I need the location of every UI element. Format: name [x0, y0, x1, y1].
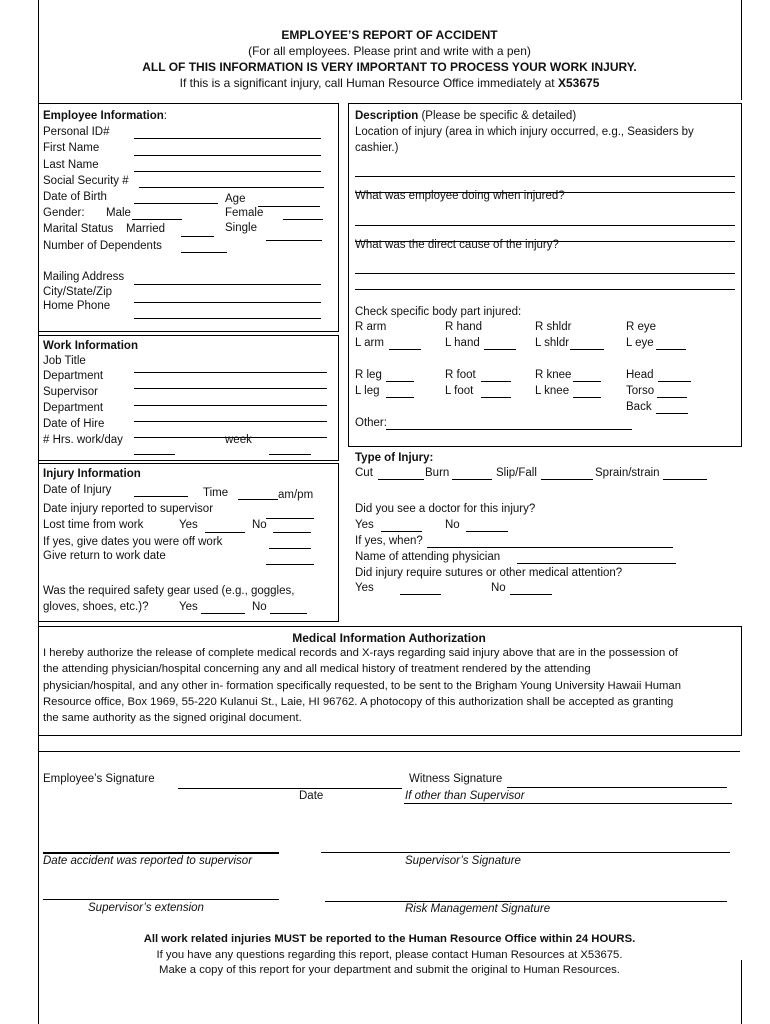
- l-leg-label: L leg: [355, 385, 380, 397]
- sutures-label: Did injury require sutures or other medical attention?: [355, 567, 623, 579]
- supervisor-field[interactable]: [134, 405, 327, 406]
- burn-label: Burn: [425, 467, 450, 479]
- home-phone-label: Home Phone: [43, 300, 111, 312]
- return-field[interactable]: [266, 564, 314, 565]
- lost-yes-label: Yes: [179, 519, 198, 531]
- employee-heading-colon: :: [163, 110, 167, 122]
- cause-field-2[interactable]: [355, 289, 735, 290]
- reported-label: Date injury reported to supervisor: [43, 503, 214, 515]
- age-field[interactable]: [258, 206, 320, 207]
- supervisor-extension-label: Supervisor’s extension: [88, 902, 204, 914]
- male-label: Male: [106, 207, 131, 219]
- burn-field[interactable]: [452, 479, 492, 480]
- risk-management-field[interactable]: [325, 901, 727, 902]
- safety-label-2: gloves, shoes, etc.)?: [43, 601, 149, 613]
- sprain-field[interactable]: [663, 479, 707, 480]
- signature-section-top: [38, 751, 740, 752]
- risk-management-label: Risk Management Signature: [405, 903, 551, 915]
- location-label-1: Location of injury (area in which injury occurred, e.g., Seasiders by: [355, 126, 694, 138]
- description-heading-note: (Please be specific & detailed): [418, 110, 577, 122]
- ampm-label: am/pm: [278, 489, 314, 501]
- ssn-field[interactable]: [139, 187, 324, 188]
- marital-label: Marital Status: [43, 223, 114, 235]
- sutures-no-label: No: [491, 582, 506, 594]
- female-field[interactable]: [283, 219, 323, 220]
- mailing-field[interactable]: [134, 284, 321, 285]
- doctor-yes-field[interactable]: [381, 531, 422, 532]
- physician-label: Name of attending physician: [355, 551, 501, 563]
- doctor-no-label: No: [445, 519, 460, 531]
- employee-signature-label: Employee’s Signature: [43, 773, 155, 785]
- personal-id-field[interactable]: [134, 138, 321, 139]
- lost-no-field[interactable]: [273, 532, 311, 533]
- dependents-label: Number of Dependents: [43, 240, 162, 252]
- mailing-label: Mailing Address: [43, 271, 125, 283]
- l-leg-field[interactable]: [386, 397, 414, 398]
- r-knee-field[interactable]: [573, 381, 601, 382]
- date-injury-label: Date of Injury: [43, 484, 112, 496]
- cut-label: Cut: [355, 467, 373, 479]
- medical-line-3: physician/hospital, and any other in- formation specifically requested, to be sent to the Brigham Young University Hawaii Human: [43, 680, 681, 692]
- sprain-label: Sprain/strain: [595, 467, 660, 479]
- doctor-no-field[interactable]: [466, 531, 508, 532]
- witness-signature-field[interactable]: [507, 787, 727, 788]
- r-foot-field[interactable]: [481, 381, 511, 382]
- department-label: Department: [43, 370, 104, 382]
- work-info-heading: Work Information: [43, 340, 138, 352]
- cause-label: What was the direct cause of the injury?: [355, 239, 559, 251]
- dob-label: Date of Birth: [43, 191, 107, 203]
- hrs-label: # Hrs. work/day: [43, 434, 123, 446]
- physician-field[interactable]: [517, 563, 676, 564]
- injury-info-heading: Injury Information: [43, 468, 141, 480]
- age-label: Age: [225, 193, 246, 205]
- when-label: If yes, when?: [355, 535, 423, 547]
- doing-label: What was employee doing when injured?: [355, 190, 565, 202]
- safety-no-label: No: [252, 601, 267, 613]
- first-name-label: First Name: [43, 142, 100, 154]
- dates-off-field[interactable]: [269, 548, 311, 549]
- torso-label: Torso: [626, 385, 655, 397]
- when-field[interactable]: [427, 547, 673, 548]
- male-field[interactable]: [132, 219, 182, 220]
- dependents-field[interactable]: [181, 252, 227, 253]
- date-reported-field[interactable]: [43, 852, 279, 854]
- form-title: EMPLOYEE’S REPORT OF ACCIDENT: [281, 28, 498, 42]
- doctor-yes-label: Yes: [355, 519, 374, 531]
- cause-field-1[interactable]: [355, 273, 735, 274]
- sutures-yes-label: Yes: [355, 582, 374, 594]
- time-label: Time: [203, 487, 229, 499]
- r-shldr-label: R shldr: [535, 321, 572, 333]
- l-knee-label: L knee: [535, 385, 570, 397]
- description-heading: [355, 110, 576, 122]
- torso-field[interactable]: [657, 397, 687, 398]
- form-subtitle: (For all employees. Please print and write with a pen): [248, 44, 531, 58]
- single-label: Single: [225, 222, 257, 234]
- department2-field[interactable]: [134, 421, 327, 422]
- location-field-1[interactable]: [355, 176, 735, 177]
- department-field[interactable]: [134, 388, 327, 389]
- footer-line-2: If you have any questions regarding this report, please contact Human Resources at X53675.: [156, 949, 623, 961]
- shldr-field[interactable]: [570, 349, 604, 350]
- hr-phone: X53675: [558, 76, 600, 90]
- supervisor-signature-field[interactable]: [321, 852, 730, 853]
- dob-field[interactable]: [134, 203, 218, 204]
- r-eye-label: R eye: [626, 321, 657, 333]
- safety-yes-label: Yes: [179, 601, 198, 613]
- safety-no-field[interactable]: [270, 613, 307, 614]
- other-field[interactable]: [386, 429, 632, 430]
- witness-signature-label: Witness Signature: [409, 773, 503, 785]
- l-shldr-label: L shldr: [535, 337, 570, 349]
- r-knee-label: R knee: [535, 369, 572, 381]
- home-phone-field[interactable]: [134, 318, 321, 319]
- job-title-field[interactable]: [134, 372, 327, 373]
- page-border-right-bottom: [741, 960, 742, 1024]
- description-heading-text: Description: [355, 110, 419, 122]
- slip-label: Slip/Fall: [496, 467, 537, 479]
- married-label: Married: [126, 223, 165, 235]
- body-part-label: Check specific body part injured:: [355, 306, 522, 318]
- return-label: Give return to work date: [43, 550, 166, 562]
- sutures-no-field[interactable]: [510, 594, 552, 595]
- head-field[interactable]: [658, 381, 691, 382]
- supervisor-signature-label: Supervisor’s Signature: [405, 855, 521, 867]
- significant-text: If this is a significant injury, call Human Resource Office immediately at: [179, 76, 555, 90]
- form-important: ALL OF THIS INFORMATION IS VERY IMPORTANT TO PROCESS YOUR WORK INJURY.: [142, 60, 637, 74]
- first-name-field[interactable]: [134, 155, 321, 156]
- r-leg-label: R leg: [355, 369, 382, 381]
- job-title-label: Job Title: [43, 355, 86, 367]
- employee-heading-text: Employee Information: [43, 110, 164, 122]
- eye-field[interactable]: [656, 349, 686, 350]
- married-field[interactable]: [181, 236, 214, 237]
- r-foot-label: R foot: [445, 369, 476, 381]
- r-hand-label: R hand: [445, 321, 483, 333]
- personal-id-label: Personal ID#: [43, 126, 110, 138]
- supervisor-label: Supervisor: [43, 386, 98, 398]
- head-label: Head: [626, 369, 654, 381]
- date-reported-label: Date accident was reported to supervisor: [43, 855, 253, 867]
- lost-no-label: No: [252, 519, 267, 531]
- back-field[interactable]: [656, 413, 688, 414]
- medical-heading: Medical Information Authorization: [292, 631, 486, 645]
- l-arm-label: L arm: [355, 337, 384, 349]
- medical-line-5: the same authority as the signed original document.: [43, 712, 302, 724]
- gender-label: Gender:: [43, 207, 85, 219]
- date-label: Date: [299, 790, 324, 802]
- date-injury-field[interactable]: [134, 496, 188, 497]
- r-leg-field[interactable]: [386, 381, 414, 382]
- medical-line-1: I hereby authorize the release of complete medical records and X-rays regarding said injury above that are in the possession of: [43, 647, 678, 659]
- hrs-field[interactable]: [134, 454, 175, 455]
- l-foot-label: L foot: [445, 385, 474, 397]
- lost-yes-field[interactable]: [205, 532, 245, 533]
- city-field[interactable]: [134, 302, 321, 303]
- hand-field[interactable]: [484, 349, 516, 350]
- slip-field[interactable]: [541, 479, 593, 480]
- last-name-field[interactable]: [134, 171, 321, 172]
- doing-field-1[interactable]: [355, 225, 735, 226]
- cut-field[interactable]: [378, 479, 424, 480]
- footer-line-3: Make a copy of this report for your department and submit the original to Human Resources.: [159, 964, 620, 976]
- type-heading: Type of Injury:: [355, 452, 434, 464]
- l-knee-field[interactable]: [573, 397, 601, 398]
- ssn-label: Social Security #: [43, 175, 129, 187]
- safety-yes-field[interactable]: [201, 613, 245, 614]
- r-arm-label: R arm: [355, 321, 387, 333]
- medical-line-4: Resource office, Box 1969, 55-220 Kulanui St., Laie, HI 96762. A photocopy of this authorization shall be accepted as granting: [43, 696, 674, 708]
- employee-signature-field[interactable]: [178, 788, 402, 789]
- department2-label: Department: [43, 402, 104, 414]
- arm-field[interactable]: [389, 349, 421, 350]
- employee-info-heading: [43, 110, 167, 122]
- page-border-right: [741, 0, 742, 100]
- supervisor-extension-field[interactable]: [43, 899, 279, 900]
- if-other-label: If other than Supervisor: [405, 790, 525, 802]
- week-field[interactable]: [269, 454, 311, 455]
- l-eye-label: L eye: [626, 337, 654, 349]
- other-label: Other:: [355, 417, 387, 429]
- medical-line-2: the attending physician/hospital concerning any and all medical history of treatment rendered by the attending: [43, 663, 591, 675]
- l-foot-field[interactable]: [481, 397, 511, 398]
- female-label: Female: [225, 207, 264, 219]
- lost-time-label: Lost time from work: [43, 519, 144, 531]
- week-label: week: [225, 434, 252, 446]
- single-field[interactable]: [266, 240, 322, 241]
- sutures-yes-field[interactable]: [400, 594, 441, 595]
- doctor-label: Did you see a doctor for this injury?: [355, 503, 536, 515]
- form-significant: [38, 76, 741, 90]
- l-hand-label: L hand: [445, 337, 480, 349]
- safety-label-1: Was the required safety gear used (e.g., goggles,: [43, 585, 295, 597]
- dates-off-label: If yes, give dates you were off work: [43, 536, 223, 548]
- footer-line-1: All work related injuries MUST be reported to the Human Resource Office within 24 HOURS.: [143, 933, 636, 945]
- location-label-2: cashier.): [355, 142, 399, 154]
- witness-date-line: [404, 803, 732, 804]
- city-label: City/State/Zip: [43, 286, 113, 298]
- last-name-label: Last Name: [43, 159, 99, 171]
- reported-field[interactable]: [266, 518, 314, 519]
- back-label: Back: [626, 401, 652, 413]
- date-hire-label: Date of Hire: [43, 418, 105, 430]
- time-field[interactable]: [238, 499, 278, 500]
